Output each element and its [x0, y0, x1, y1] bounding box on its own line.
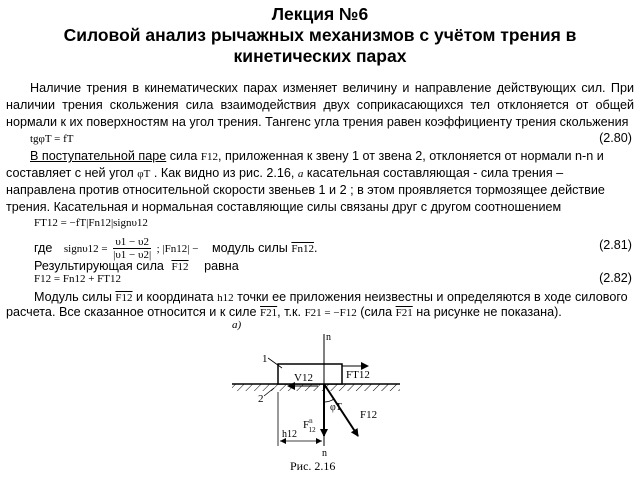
- velocity-v12-label: V12: [294, 372, 313, 384]
- text-fragment: , приложенная к звену 1 от звена 2, отклоняется от нормали n-n и: [218, 149, 604, 163]
- friction-force-label: FT12: [346, 369, 370, 381]
- text-fragment: сила: [166, 149, 201, 163]
- text-fragment: на рисунке не показана).: [416, 305, 562, 319]
- link-1-leader: [268, 358, 282, 368]
- modulus-expression: ; |Fn12| −: [156, 242, 199, 255]
- friction-angle-label: φT: [330, 402, 342, 413]
- equation-2-82: F12 = Fn12 + FT12: [34, 273, 121, 285]
- text-fragment: , т.к.: [277, 305, 302, 319]
- sign-definition: где signυ12 = $\frac{\upsilon 1 - \upsilon 2}{|\upsilon 1 - \upsilon 2|}$ ; |Fn12| − модуль силы Fn12.: [34, 236, 318, 261]
- normal-force-label: $F^n$ 12: [303, 417, 316, 434]
- equation-number-2-81: (2.81): [599, 238, 632, 252]
- text-fragment: модуль силы: [211, 240, 288, 255]
- equation-2-81: FT12 = −fT|Fn12|signυ12: [34, 217, 148, 229]
- fraction-numerator: υ1 − υ2: [113, 236, 151, 249]
- text-fragment: (сила: [360, 305, 393, 319]
- force-f12-symbol: F12: [115, 292, 133, 304]
- text-fragment: направлена против относительной скорости звеньев 1 и 2: [6, 183, 347, 197]
- text-fragment: . Как видно из рис. 2.16,: [153, 166, 295, 180]
- link-2-label: 2: [258, 393, 264, 405]
- link-1-label: 1: [262, 353, 268, 365]
- translational-pair-term: В поступательной паре: [30, 149, 167, 163]
- text-fragment: равна: [204, 259, 239, 273]
- figure-ref-a: a: [297, 168, 304, 180]
- text-fragment: ; в этом проявляется тормозящее действие: [350, 183, 605, 197]
- resultant-force-label: F12: [360, 409, 378, 421]
- figure-subfigure-label: а): [232, 319, 242, 331]
- force-f12-symbol: F12: [200, 151, 219, 163]
- friction-angle-symbol: φT: [137, 168, 151, 180]
- text-fragment: трения. Касательная и нормальная составляющие силы: [6, 200, 337, 214]
- lecture-subtitle-line1: Силовой анализ рычажных механизмов с учётом трения в: [63, 25, 577, 45]
- arm-h12-symbol: h12: [217, 292, 234, 304]
- text-fragment: Модуль силы: [34, 290, 112, 304]
- force-fn12-symbol: Fn12: [291, 242, 314, 255]
- text-fragment: расчета. Все сказанное относится и к силе: [6, 305, 257, 319]
- text-fragment: Результирующая сила: [34, 259, 164, 273]
- ground-hatch: [232, 384, 400, 391]
- normal-label-top: n: [326, 332, 331, 343]
- sign-function: signυ12 =: [63, 242, 108, 255]
- text-fragment: точки ее приложения неизвестны и определяются в ходе силового: [237, 290, 628, 304]
- text-fragment: связаны друг с другом соотношением: [340, 200, 562, 214]
- fraction-denominator: |υ1 − υ2|: [113, 249, 152, 261]
- force-f21-symbol: F21: [395, 307, 413, 319]
- text-fragment: и координата: [136, 290, 214, 304]
- normal-label-bottom: n: [322, 448, 327, 459]
- force-f21-symbol: F21: [260, 307, 278, 319]
- force-relation: F21 = −F12: [304, 307, 357, 319]
- where-label: где: [34, 240, 53, 255]
- dimension-h12-label: h12: [282, 429, 297, 440]
- text-fragment: касательная составляющая - сила трения –: [306, 166, 564, 180]
- lecture-subtitle-line2: кинетических парах: [233, 46, 407, 66]
- figure-caption: Рис. 2.16: [290, 459, 336, 473]
- equation-number-2-82: (2.82): [599, 271, 632, 285]
- lecture-title: Лекция №6: [271, 4, 369, 24]
- text-fragment: составляет с ней угол: [6, 166, 134, 180]
- force-f12-symbol: F12: [171, 261, 189, 273]
- intro-paragraph: Наличие трения в кинематических парах изменяет величину и направление действующих сил. При наличии трения скольжения сила взаимодействия двух соприкасающихся тел отклоняется от общей нормали к их поверхностям на угол трения. Тангенс угла трения равен коэффициенту трения скольжения: [6, 81, 634, 129]
- equation-2-80: tgφT = fT: [30, 133, 74, 145]
- equation-number-2-80: (2.80): [599, 131, 632, 145]
